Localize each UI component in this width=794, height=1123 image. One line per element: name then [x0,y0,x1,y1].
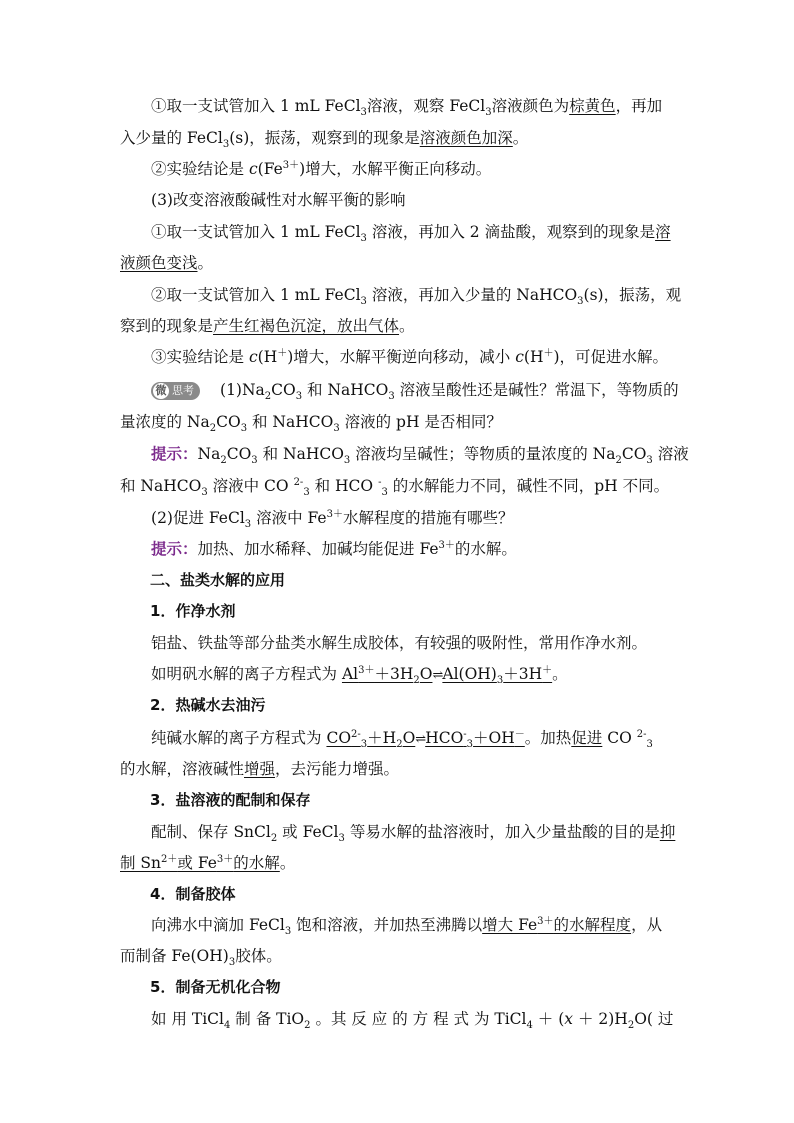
answer-blank: 溶 [655,223,671,241]
think-badge-icon: 微 思考 [151,382,200,400]
subsection-heading-1: 1．作净水剂 [150,602,236,620]
paragraph-line-6: 液颜色变浅。 [120,254,214,272]
paragraph-line-25: 制 $Sn^{2+}$或 $Fe^{3+}$的水解。 [120,853,296,872]
paragraph-line-3: ②实验结论是 $c(Fe^{3+})$增大，水解平衡正向移动。 [151,159,492,178]
answer-blank: 增强 [244,760,276,778]
paragraph-line-1: ①取一支试管加入 1 mL FeCl$_3$溶液，观察 FeCl$_3$溶液颜色为棕黄色，再加 [151,97,663,119]
hint-line-1: 提示：$Na_2CO_3$ 和 NaHCO$_3$ 溶液均呈碱性；等物质的量浓度的 $Na_2CO_3$ 溶液 [151,445,689,467]
answer-blank: 产生红褐色沉淀，放出气体 [213,317,400,335]
answer-blank: 棕黄色 [569,97,616,115]
answer-blank: 溶液颜色加深 [419,129,513,147]
paragraph-line-24: 配制、保存 SnCl$_2$ 或 FeCl$_3$ 等易水解的盐溶液时，加入少量盐酸的目的是抑 [151,823,676,845]
answer-blank: $Al^{3+}+3H_2O\rightleftharpoons Al(OH)_3+3H^+$ [342,665,552,683]
hint-label: 提示： [151,445,198,463]
paragraph-line-7: ②取一支试管加入 1 mL FeCl$_3$ 溶液，再加入少量的 NaHCO$_3$(s)，振荡，观 [151,286,682,308]
subsection-heading-3: 3．盐溶液的配制和保存 [150,791,311,809]
hint-line-2: 和 NaHCO$_3$ 溶液中 CO $^{2-}_3$ 和 HCO -$_3$ 的水解能力不同，碱性不同，pH 不同。 [120,476,670,499]
think-question-2: (2)促进 FeCl$_3$ 溶液中 $Fe^{3+}$水解程度的措施有哪些？ [151,508,514,531]
paragraph-line-28: 而制备 $Fe(OH)_3$胶体。 [120,947,282,969]
paragraph-line-5: ①取一支试管加入 1 mL FeCl$_3$ 溶液，再加入 2 滴盐酸，观察到的现象是溶 [151,223,671,245]
equation-line-soda: 纯碱水解的离子方程式为 $CO^{2-}_3+H_2O\rightleftharpoons HCO^-_3+OH^-$。加热促进 CO $^{2-}_3$ [120,724,680,752]
paragraph-line-27: 向沸水中滴加 FeCl$_3$ 饱和溶液，并加热至沸腾以增大 $Fe^{3+}$的水解程度，从 [151,915,663,938]
paragraph-line-30: 如 用 TiCl$_4$ 制 备 TiO$_2$ 。其 反 应 的 方 程 式 为 TiCl$_4$ ＋ $(x + 2)H_2O$( 过 [151,1010,674,1032]
answer-blank: 促进 [571,729,603,747]
paragraph-line-18: 铝盐、铁盐等部分盐类水解生成胶体，有较强的吸附性，常用作净水剂。 [151,634,648,652]
section-heading: 二、盐类水解的应用 [150,571,286,589]
paragraph-line-9: ③实验结论是 c(H＋)增大，水解平衡逆向移动，减小 c(H＋)，可促进水解。 [151,347,669,366]
subsection-heading-4: 4．制备胶体 [150,885,236,903]
hint-line-3: 提示：加热、加水稀释、加碱均能促进 $Fe^{3+}$的水解。 [151,539,517,558]
subsection-heading-5: 5．制备无机化合物 [150,978,281,996]
subsection-heading-2: 2．热碱水去油污 [150,696,266,714]
answer-blank: 增大 $Fe^{3+}$的水解程度 [482,915,632,934]
paragraph-line-8: 察到的现象是产生红褐色沉淀，放出气体。 [120,317,415,335]
paragraph-line-22: 的水解，溶液碱性增强，去污能力增强。 [120,760,400,778]
section-subheading: (3)改变溶液酸碱性对水解平衡的影响 [151,191,406,209]
answer-blank: 制 $Sn^{2+}$或 $Fe^{3+}$的水解 [120,853,280,872]
answer-blank: 液颜色变浅 [120,254,198,272]
equilibrium-arrow-icon: ⇌ [432,668,443,683]
paragraph-line-2: 入少量的 FeCl$_3$(s)，振荡，观察到的现象是溶液颜色加深。 [120,129,529,151]
think-question-line-2: 量浓度的 $Na_2CO_3$ 和 NaHCO$_3$ 溶液的 pH 是否相同？ [120,413,502,435]
hint-label: 提示： [151,540,198,558]
equilibrium-arrow-icon: ⇌ [415,732,426,747]
think-question-line-1: 微 思考 $(1)Na_2CO_3$ 和 NaHCO$_3$ 溶液呈酸性还是碱性？常温下，等物质的 [120,376,680,404]
answer-blank: 抑 [659,823,676,841]
answer-blank: $CO^{2-}_3+H_2O\rightleftharpoons HCO^-_3+OH^-$ [326,729,524,747]
equation-line-alum: 如明矾水解的离子方程式为 $Al^{3+}+3H_2O\rightleftharpoons Al(OH)_3+3H^+$。 [120,660,680,688]
